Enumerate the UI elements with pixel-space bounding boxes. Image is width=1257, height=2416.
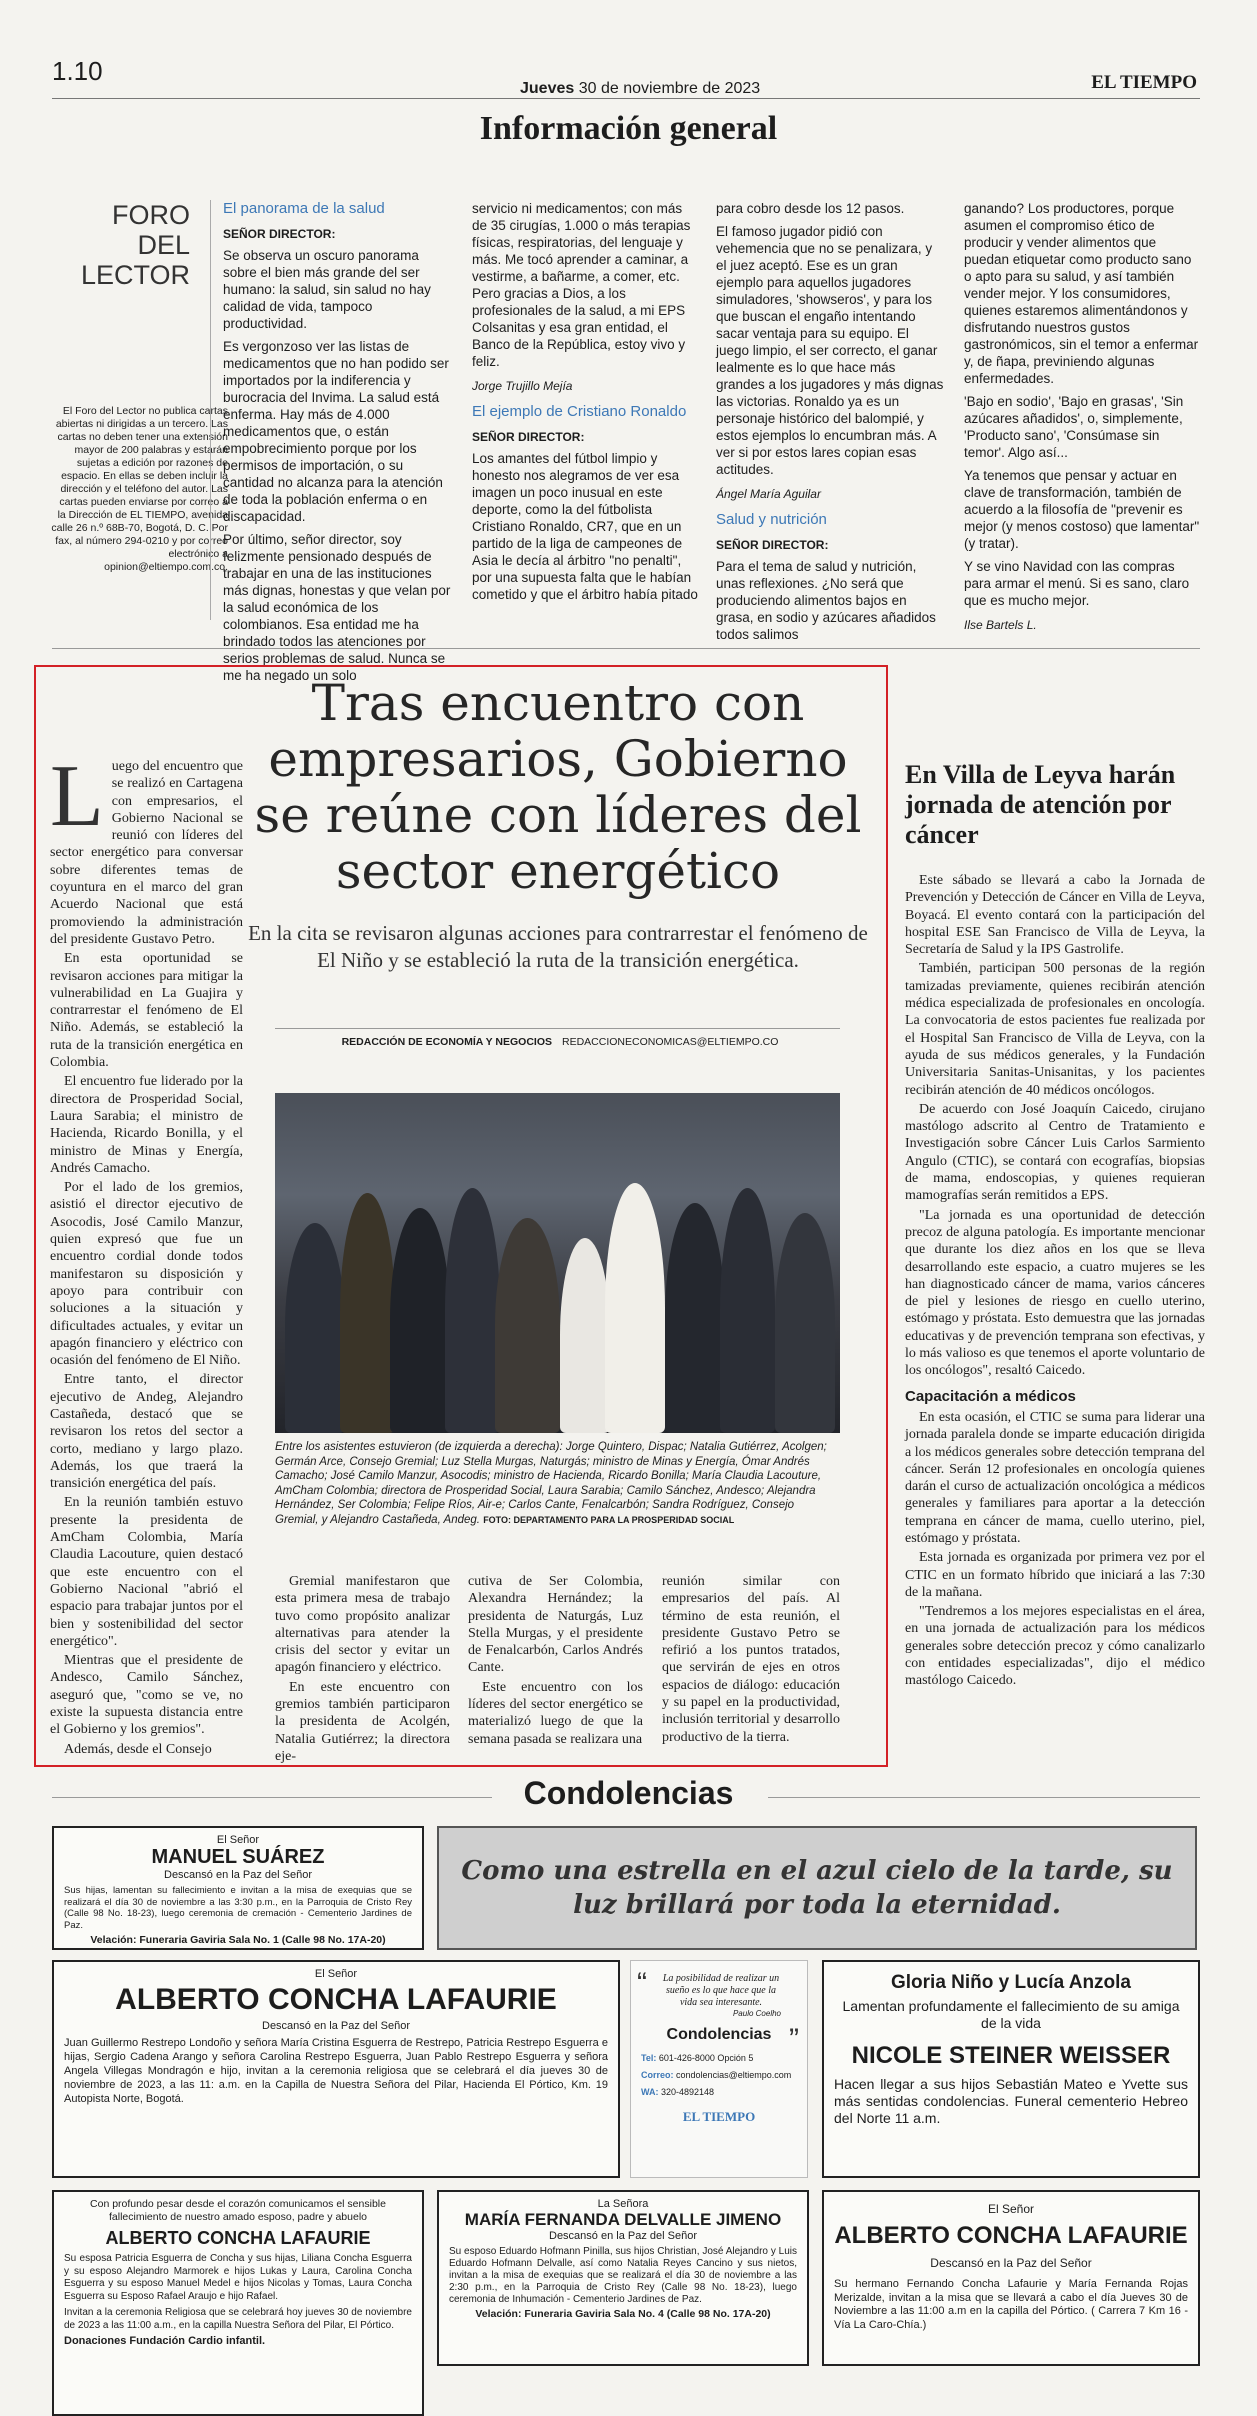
ad-text: Hacen llegar a sus hijos Sebastián Mateo e Yvette sus más sentidas condolencias. Funeral cementerio Hebreo del Norte 11 a.m. bbox=[834, 2076, 1188, 2126]
contact-email: Correo: condolencias@eltiempo.com bbox=[641, 2070, 792, 2080]
ad-name: MARÍA FERNANDA DELVALLE JIMENO bbox=[464, 2210, 782, 2229]
photo-person bbox=[775, 1213, 835, 1433]
ad-text: Juan Guillermo Restrepo Londoño y señora María Cristina Esguerra de Restrepo, Patricia Restrepo Esguerra e hijas, Sergio Cadena Arango y señora Carolina Restrepo Esguerra, Juan Pablo Restrepo Esguerra y señora Angela Villegas Mondragón e hijo, invitan a la ceremonia religiosa que se celebrará el día jueves 30 de noviembre de 2023, a las 11: a.m. en la Capilla de Nuestra Señora del Pilar, Hacienda El Pórtico, Km. 19 Autopista Norte, Bogotá. bbox=[64, 2037, 608, 2105]
letter-heading: El panorama de la salud bbox=[223, 200, 385, 217]
obituary-ad bbox=[52, 1826, 424, 1950]
ad-name: ALBERTO CONCHA LAFAURIE bbox=[834, 2222, 1188, 2249]
banner-text: Como una estrella en el azul cielo de la tarde, su luz brillará por toda la eternidad. bbox=[461, 1856, 1173, 1920]
contact-whatsapp: WA: 320-4892148 bbox=[641, 2087, 715, 2097]
letter-paragraph: Es vergonzoso ver las listas de medicamentos que no han podido ser importados por la indiferencia y burocracia del Invima. La salud está enferma. Hay más de 4.000 medicamentos que, o están empobrecimiento porque por los permisos de importación, o su cantidad no alcanza para la atención de toda la población enferma o en discapacidad. bbox=[223, 339, 449, 524]
ad-text: Su hermano Fernando Concha Lafaurie y María Fernanda Rojas Merizalde, invitan a la misa que se llevará a cabo el día Jueves 30 de Noviembre a las 11:00 a.m en la capilla del Pórtico. ( Carrera 7 Km 16 - Vía La Caro-Chía.) bbox=[834, 2278, 1188, 2331]
photo-person bbox=[720, 1188, 775, 1433]
letter-column-2 bbox=[472, 200, 700, 609]
date-rest: 30 de noviembre de 2023 bbox=[574, 80, 761, 97]
photo-person bbox=[605, 1183, 665, 1433]
article-paragraph: reunión similar con empresarios del país. Al término de esta reunión, el presidente Gustavo Petro se refirió a los puntos tratados, que servirán de ejes en otros espacios de diálogo: educación y su papel en la productividad, inclusión territorial y desarrollo productivo de la tierra. bbox=[662, 1574, 840, 1745]
article-paragraph: Este sábado se llevará a cabo la Jornada de Prevención y Detección de Cáncer en Villa de Leyva, Boyacá. El evento contará con la participación del hospital ESE San Francisco de Villa de Leyva, la Secretaría de Salud y la IPS Gastrolife. bbox=[905, 873, 1205, 958]
obituary-ad bbox=[52, 2190, 424, 2416]
group-photo bbox=[275, 1093, 840, 1433]
ad-pretitle: El Señor bbox=[314, 1968, 358, 1980]
photo-person bbox=[560, 1238, 610, 1433]
condolencias-title: Condolencias bbox=[523, 1775, 734, 1811]
whatsapp-icon: WA: bbox=[641, 2087, 659, 2097]
foro-title: FORO DEL LECTOR bbox=[80, 200, 190, 290]
contact-brand-logo: EL TIEMPO bbox=[682, 2109, 756, 2124]
contact-details bbox=[631, 2050, 807, 2101]
date-day: Jueves bbox=[520, 80, 575, 97]
photo-person bbox=[285, 1223, 345, 1433]
quote-author: Paulo Coelho bbox=[732, 2009, 781, 2018]
article-paragraph: "Tendremos a los mejores especialistas en el área, en una jornada de actualización para los médicos generales sobre detección precoz y cómo canalizarlo con entidades especializadas", dijo el médico mastólogo Caicedo. bbox=[905, 1604, 1205, 1689]
photo-person bbox=[665, 1203, 725, 1433]
obituary-ad bbox=[822, 2190, 1200, 2366]
article-paragraph: Gremial manifestaron que esta primera mesa de trabajo tuvo como propósito analizar alternativas para atender la crisis del sector y evitar un apagón financiero y eléctrico. bbox=[275, 1574, 450, 1676]
letter-heading: El ejemplo de Cristiano Ronaldo bbox=[472, 403, 687, 420]
article-paragraph: Entre tanto, el director ejecutivo de Andeg, Alejandro Castañeda, destacó que se revisaron los retos del sector a corto, mediano y largo plazo. Además, los que traerá la transición energética del país. bbox=[50, 1372, 243, 1492]
article-column-b bbox=[468, 1573, 643, 1750]
quote-text: La posibilidad de realizar un sueño es lo que hace que la vida sea interesante. bbox=[662, 1973, 780, 2008]
side-article bbox=[905, 872, 1205, 1692]
ad-text: Su esposa Patricia Esguerra de Concha y sus hijas, Liliana Concha Esguerra y su esposo Alejandro Marmorek e hijos Lukas y Laura, Carolina Concha Esguerra y su esposo Manuel Medel e hijos Nicolas y Tomas, Laura Concha Esguerra su Esposo Rafael Araujo e hijo Rafael. bbox=[64, 2253, 412, 2302]
main-headline: Tras encuentro con empresarios, Gobierno se reúne con líderes del sector energético bbox=[254, 674, 862, 900]
letter-kicker: SEÑOR DIRECTOR: bbox=[223, 227, 336, 241]
byline-desk: REDACCIÓN DE ECONOMÍA Y NEGOCIOS bbox=[341, 1036, 552, 1048]
letter-paragraph: servicio ni medicamentos; con más de 35 cirugías, 1.000 o más terapias físicas, respiratorias, del lenguaje y más. Me tocó aprender a caminar, a vestirme, a bañarme, a comer, etc. Pero gracias a Dios, a los profesionales de la salud, a mi EPS Colsanitas y esa gran entidad, el Banco de la República, estoy vivo y feliz. bbox=[472, 201, 691, 369]
byline-email: REDACCIONECONOMICAS@ELTIEMPO.CO bbox=[562, 1036, 779, 1048]
ad-subtitle: Descansó en la Paz del Señor bbox=[549, 2230, 697, 2242]
contact-label: Condolencias bbox=[666, 2026, 772, 2043]
ad-pretitle: El Señor bbox=[987, 2202, 1035, 2216]
letter-paragraph: Y se vino Navidad con las compras para armar el menú. Si es sano, claro que es mucho mejor. bbox=[964, 559, 1190, 608]
open-quote-icon: “ bbox=[637, 1967, 647, 2000]
article-paragraph: De acuerdo con José Joaquín Caicedo, cirujano mastólogo adscrito al Centro de Tratamiento e Investigación sobre Cáncer Luis Carlos Sarmiento Angulo (CTIC), se contará con ecografías, biopsias de mama, endoscopias, y quienes requieran mamografías serán remitidos a EPS. bbox=[905, 1101, 1205, 1204]
letter-heading: Salud y nutrición bbox=[716, 511, 827, 528]
mail-icon: Correo: bbox=[641, 2070, 674, 2080]
article-paragraph: Además, desde el Consejo bbox=[64, 1741, 212, 1757]
ad-name: ALBERTO CONCHA LAFAURIE bbox=[115, 1983, 557, 2016]
article-paragraph: En esta ocasión, el CTIC se suma para liderar una jornada paralela donde se imparte educación dirigida a los médicos generales sobre detección temprana del cáncer. Serán 12 profesionales en oncología quienes darán el curso de actualización oncológica a médicos generales y familiares para aportar a la detección temprana en cáncer de mama, cuello uterino, piel, estómago y próstata. bbox=[905, 1409, 1205, 1546]
main-deck: En la cita se revisaron algunas acciones para contrarrestar el fenómeno de El Niño y se estableció la ruta de la transición energética. bbox=[248, 921, 868, 972]
byline bbox=[270, 1036, 850, 1048]
letter-paragraph: Por último, señor director, soy felizmente pensionado después de trabajar en una de las instituciones más dignas, honestas y que velan por la salud económica de los colombianos. Esa entidad me ha brindado todos las atenciones por serios problemas de salud. Nunca se me ha negado un solo bbox=[223, 532, 451, 683]
drop-cap: L bbox=[50, 748, 104, 845]
side-headline: En Villa de Leyva harán jornada de atención por cáncer bbox=[905, 760, 1176, 849]
article-paragraph: uego del encuentro que se realizó en Cartagena con empresarios, el Gobierno Nacional se reunió con líderes del sector energético para conversar sobre diferentes temas de coyuntura en el marco del gran Acuerdo Nacional que está promoviendo la administración del presidente Gustavo Petro. bbox=[50, 759, 243, 947]
article-paragraph: "La jornada es una oportunidad de detección precoz de alguna patología. Es importante mencionar que durante los diez años en los que se lleva desarrollando este espacio, a cuatro mujeres se les han diagnosticado cáncer de mama, varios cánceres de piel y lesiones de riesgo en cuello uterino, estómago y próstata. Esto demuestra que las jornadas educativas y de prevención temprana son efectivas, y lo más valioso es que tenemos el aporte voluntario de los oncólogos", resaltó Caicedo. bbox=[905, 1207, 1205, 1379]
ad-name: NICOLE STEINER WEISSER bbox=[851, 2042, 1171, 2069]
article-paragraph: En este encuentro con gremios también participaron la presidenta de Acolgén, Natalia Gutiérrez; la directora eje- bbox=[275, 1679, 450, 1764]
obituary-ad bbox=[822, 1960, 1200, 2178]
section-rule bbox=[52, 648, 1200, 649]
photo-person bbox=[495, 1218, 560, 1433]
brand-logo: EL TIEMPO bbox=[1091, 72, 1197, 93]
letter-signature: Ilse Bartels L. bbox=[964, 618, 1037, 632]
ad-name: ALBERTO CONCHA LAFAURIE bbox=[105, 2228, 371, 2248]
article-paragraph: En esta oportunidad se revisaron acciones para mitigar la vulnerabilidad en La Guajira y contrarrestar el fenómeno de El Niño. Además, se estableció la ruta de la transición energética en Colombia. bbox=[50, 951, 243, 1071]
letter-paragraph: ganando? Los productores, porque asumen el compromiso ético de producir y vender alimentos que puedan etiquetar como producto sano o apto para su salud, y así también vender mejor. Y los consumidores, quienes estaremos alimentándonos y disfrutando nuestros gustos gastronómicos, sin el temor a enfermar y, de ñapa, previniendo algunas enfermedades. bbox=[964, 201, 1199, 386]
ad-pretitle: Con profundo pesar desde el corazón comunicamos el sensible fallecimiento de nuestro amado esposo, padre y abuelo bbox=[90, 2198, 386, 2223]
letter-column-4 bbox=[964, 200, 1200, 642]
photo-person bbox=[390, 1208, 450, 1433]
side-subhead: Capacitación a médicos bbox=[905, 1387, 1076, 1405]
letter-paragraph: Para el tema de salud y nutrición, unas reflexiones. ¿No será que produciendo alimentos bajos en grasa, en sodio y azúcares añadidos todos salimos bbox=[716, 559, 936, 642]
article-column-c bbox=[662, 1573, 840, 1748]
ad-subtitle: Descansó en la Paz del Señor bbox=[164, 1869, 312, 1881]
header-rule bbox=[52, 98, 1200, 99]
letter-paragraph: Los amantes del fútbol limpio y honesto nos alegramos de ver esa imagen un poco inusual en este deporte, como la del fútbolista Cristiano Ronaldo, CR7, que en un partido de la liga de campeones de Asia le decía al árbitro "no penalti", por una supuesta falta que le habían cometido y que el árbitro había pitado bbox=[472, 451, 698, 602]
section-title: Información general bbox=[479, 110, 778, 147]
letter-column-1 bbox=[223, 200, 451, 690]
ad-text: Sus hijas, lamentan su fallecimiento e invitan a la misa de exequias que se realizará el día 30 de noviembre a las 3:30 p.m., en la Parroquia de Cristo Rey (Calle 98 No. 18-23), luego ceremonia de cremación - Cementerio Jardines de Paz. bbox=[64, 1885, 412, 1931]
phone-icon: Tel: bbox=[641, 2053, 657, 2063]
letter-kicker: SEÑOR DIRECTOR: bbox=[716, 538, 829, 552]
article-paragraph: Por el lado de los gremios, asistió el director ejecutivo de Asocodis, José Camilo Manzur, quien expresó que fue un encuentro cordial donde todos manifestaron su disposición y apoyo para contribuir con soluciones a la situación y dificultades actuales, y evitar un apagón financiero y eléctrico con ocasión del fenómeno de El Niño. bbox=[50, 1180, 243, 1369]
byline-rule bbox=[275, 1028, 840, 1029]
letter-paragraph: El famoso jugador pidió con vehemencia que no se penalizara, y el juez aceptó. Ese es un gran ejemplo para aquellos jugadores simuladores, 'showseros', y para los que buscan el engaño intentando sacar ventaja para su equipo. El juego limpio, el ser correcto, el ganar lealmente es lo que hace más grandes a los jugadores y más dignas las victorias. Ronaldo ya es un personaje histórico del balompié, y estos ejemplos lo encumbran más. A ver si por estos lares copian esas actitudes. bbox=[716, 224, 944, 477]
ad-pretitle: Lamentan profundamente el fallecimiento de su amiga de la vida bbox=[842, 1998, 1180, 2031]
letter-kicker: SEÑOR DIRECTOR: bbox=[472, 430, 585, 444]
contact-phone: Tel: 601-426-8000 Opción 5 bbox=[641, 2053, 754, 2063]
condolence-banner bbox=[437, 1826, 1197, 1950]
article-column-a bbox=[275, 1573, 450, 1767]
close-quote-icon: ” bbox=[789, 2023, 799, 2056]
article-paragraph: Mientras que el presidente de Andesco, Camilo Sánchez, aseguró que, "como se ve, no existe la supuesta distancia entre el Gobierno y los gremios". bbox=[50, 1653, 243, 1738]
letter-column-3 bbox=[716, 200, 944, 649]
column-divider bbox=[210, 200, 211, 620]
ad-name: MANUEL SUÁREZ bbox=[151, 1846, 325, 1868]
ad-pretitle: La Señora bbox=[597, 2198, 649, 2210]
page-number: 1.10 bbox=[52, 56, 103, 86]
ad-text: Su esposo Eduardo Hofmann Pinilla, sus hijos Christian, José Alejandro y Luis Eduardo Hofmann Delvalle, así como Natalia Reyes Cancino y sus nietos, invitan a la misa de exequias que se realizará el día 30 de noviembre a las 2:30 p.m., en la Parroquia de Cristo Rey (Calle 98 No. 18-23), luego ceremonia de Inhumación - Cementerio Jardines de Paz. bbox=[449, 2246, 797, 2305]
foro-note: El Foro del Lector no publica cartas abiertas ni dirigidas a un tercero. Las cartas no deben tener una extensión mayor de 200 palabras y estarán sujetas a edición por razones de espacio. En ellas se deben incluir la dirección y el teléfono del autor. Las cartas pueden enviarse por correo a la Dirección de EL TIEMPO, avenida calle 26 n.º 68B-70, Bogotá, D. C. Por fax, al número 294-0210 y por correo electrónico a opinion@eltiempo.com.co. bbox=[51, 405, 228, 573]
condolence-contact-box bbox=[630, 1960, 808, 2178]
article-paragraph: También, participan 500 personas de la región tamizadas previamente, quienes recibirán atención médica especializada de profesionales en oncología. La convocatoria de estos pacientes fue realizada por el Hospital San Francisco de Villa de Leyva, con la ayuda de sus médicos generales, y la Fundación Universitaria Sanitas-Unisanitas, y los pacientes recibirán atención de 40 médicos oncólogos. bbox=[905, 961, 1205, 1098]
issue-date bbox=[520, 80, 760, 98]
photo-caption bbox=[275, 1440, 840, 1527]
article-paragraph: En la reunión también estuvo presente la presidenta de AmCham Colombia, María Claudia Lacouture, quien destacó que este encuentro con el Gobierno Nacional "abrió el espacio para trabajar juntos por el bien y sostenibilidad del sector energético". bbox=[50, 1495, 243, 1649]
caption-text: Entre los asistentes estuvieron (de izquierda a derecha): Jorge Quintero, Dispac; Natalia Gutiérrez, Acolgen; Germán Arce, Consejo Gremial; Luz Stella Murgas, Naturgás; ministro de Minas y Energía, Ómar Andrés Camacho; José Camilo Manzur, Asocodis; ministro de Hacienda, Ricardo Bonilla; María Claudia Lacouture, AmCham Colombia; directora de Prosperidad Social, Laura Sarabia; Camilo Sánchez, Andesco; Alejandra Hernández, Ser Colombia; Felipe Ríos, Air-e; Carlos Cante, Fenalcarbón; Sandra Rodríguez, Consejo Gremial, y Alejandro Castañeda, Andeg. bbox=[275, 1441, 827, 1526]
ad-footer: Velación: Funeraria Gaviria Sala No. 4 (Calle 98 No. 17A-20) bbox=[475, 2308, 771, 2320]
article-column-left bbox=[50, 748, 243, 1760]
ad-senders: Gloria Niño y Lucía Anzola bbox=[891, 1972, 1131, 1993]
letter-paragraph: para cobro desde los 12 pasos. bbox=[716, 201, 905, 216]
ad-footer: Velación: Funeraria Gaviria Sala No. 1 (Calle 98 No. 17A-20) bbox=[90, 1934, 386, 1946]
letter-signature: Ángel María Aguilar bbox=[716, 487, 821, 501]
article-paragraph: cutiva de Ser Colombia, Alexandra Hernández; la presidenta de Naturgás, Luz Stella Murgas, y el presidente de Fenalcarbón, Carlos Andrés Cante. bbox=[468, 1574, 643, 1676]
ad-text: Invitan a la ceremonia Religiosa que se celebrará hoy jueves 30 de noviembre de 2023 a las 11:00 a.m., en la capilla Nuestra Señora del Pilar, El Pórtico. bbox=[64, 2307, 412, 2331]
ad-footer: Donaciones Fundación Cardio infantil. bbox=[64, 2335, 266, 2347]
letter-paragraph: Se observa un oscuro panorama sobre el bien más grande del ser humano: la salud, sin salud no hay calidad de vida, tampoco productividad. bbox=[223, 248, 431, 331]
ad-subtitle: Descansó en la Paz del Señor bbox=[930, 2256, 1092, 2270]
obituary-ad bbox=[52, 1960, 620, 2178]
article-paragraph: Este encuentro con los líderes del sector energético se materializó luego de que la semana pasada se realizara una bbox=[468, 1679, 643, 1747]
letter-signature: Jorge Trujillo Mejía bbox=[472, 379, 573, 393]
photo-person bbox=[340, 1193, 395, 1433]
ad-pretitle: El Señor bbox=[216, 1834, 260, 1846]
article-paragraph: Esta jornada es organizada por primera vez por el CTIC en un formato híbrido que iniciará a las 7:30 de la mañana. bbox=[905, 1550, 1205, 1600]
letter-paragraph: 'Bajo en sodio', 'Bajo en grasas', 'Sin azúcares añadidos', o, simplemente, 'Producto sano', 'Consúmase sin temor'. Algo así... bbox=[964, 394, 1184, 460]
article-paragraph: El encuentro fue liderado por la directora de Prosperidad Social, Laura Sarabia; el ministro de Hacienda, Ricardo Bonilla, y el ministro de Minas y Energía, Andrés Camacho. bbox=[50, 1074, 243, 1176]
ad-subtitle: Descansó en la Paz del Señor bbox=[262, 2020, 410, 2032]
photo-person bbox=[445, 1188, 500, 1433]
photo-credit: FOTO: DEPARTAMENTO PARA LA PROSPERIDAD SOCIAL bbox=[483, 1514, 735, 1525]
obituary-ad bbox=[437, 2190, 809, 2366]
letter-paragraph: Ya tenemos que pensar y actuar en clave de transformación, también de acuerdo a la filosofía de "prevenir es mejor (y menos costoso) que lamentar" (y tratar). bbox=[964, 468, 1200, 551]
